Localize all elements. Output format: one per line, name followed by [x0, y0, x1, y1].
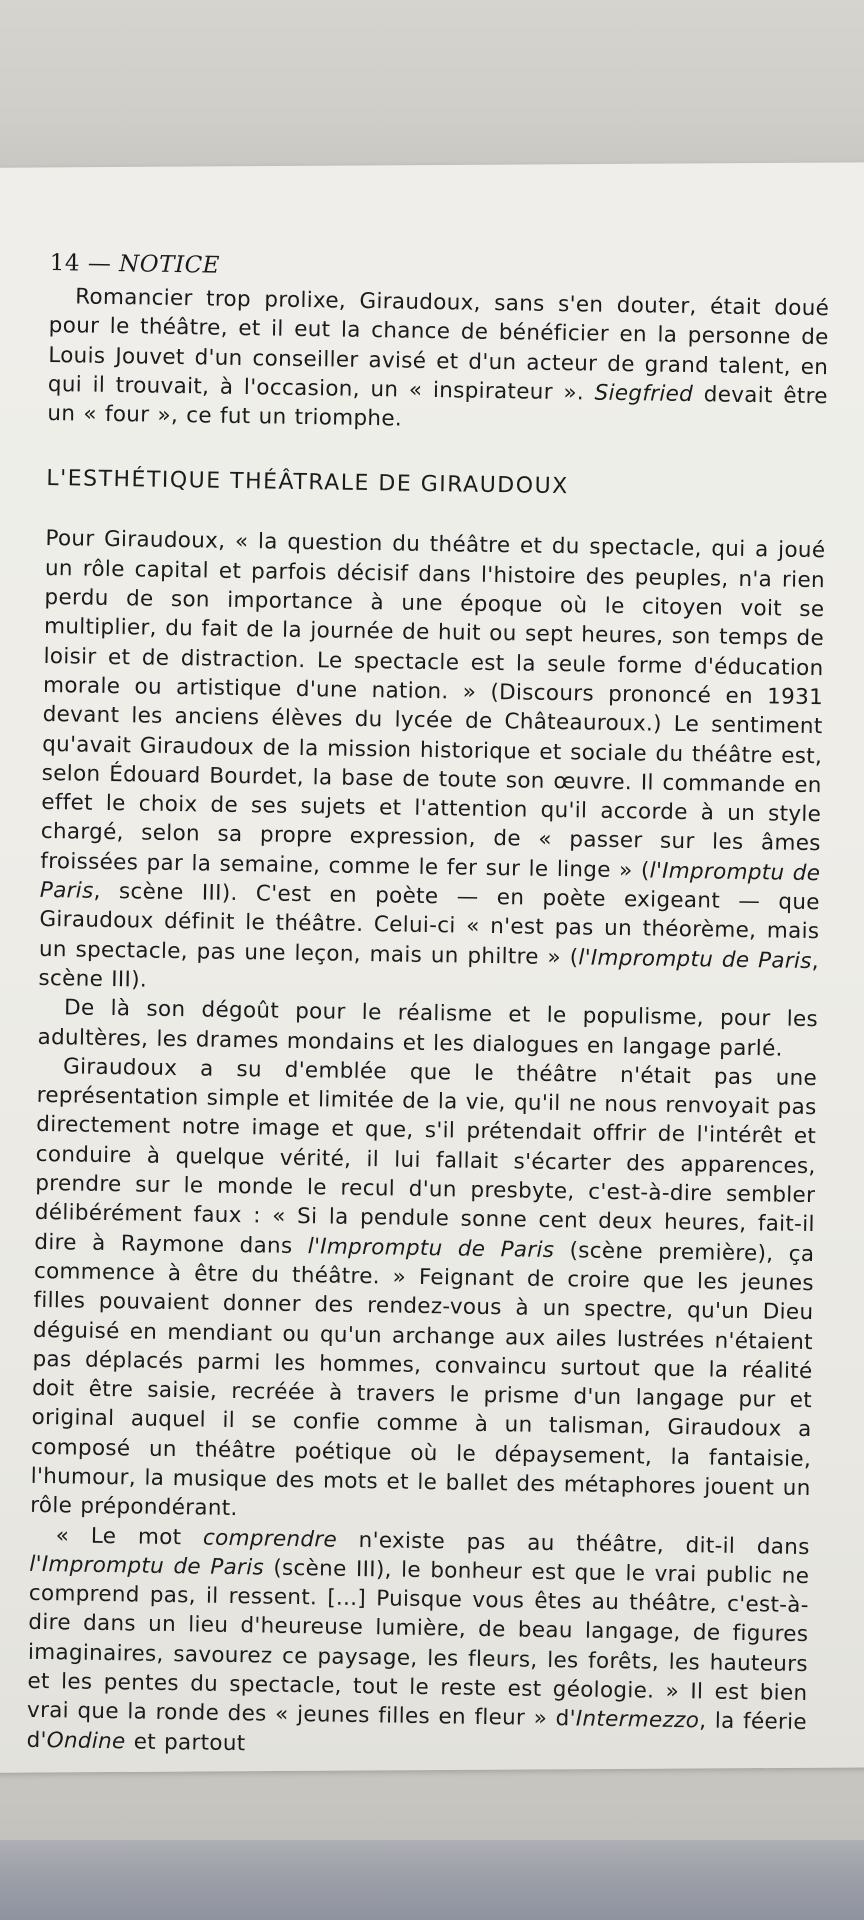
section-heading: L'ESTHÉTIQUE THÉÂTRALE DE GIRAUDOUX	[46, 466, 569, 500]
p1-text-1: Pour Giraudoux, « la question du théâtre et du spectacle, qui a joué un rôle capital et parfois décisif dans l'histoire des peuples, n'a rien perdu de son importance à une époque où le citoyen voit se multiplier, du fait de la journée de huit ou sept heures, son temps de loisir et de distraction. Le spectacle est la seule forme d'éducation morale ou artistique d'une nation. » (Discours prononcé en 1931 devant les anciens élèves du lycée de Châteauroux.) Le sentiment qu'avait Giraudoux de la mission historique et sociale du théâtre est, selon Édouard Bourdet, la base de toute son œuvre. Il commande en effet le choix de ses sujets et l'attention qu'il accorde à un style chargé, selon sa propre expression, de « passer sur les âmes froissées par la semaine, comme le fer sur le linge » (	[40, 526, 826, 884]
p4-text-5: et partout	[125, 1729, 246, 1756]
p4-title-ondine: Ondine	[46, 1727, 126, 1755]
p4-text-4: , la féerie d'	[26, 1708, 808, 1753]
p4-text-3: (scène III), le bonheur est que le vrai public ne comprend pas, il ressent. [...] Puisque vous êtes au théâtre, c'est-à-dire dans un lieu d'heureuse lumière, de beau langage, de figures imaginaires, savourez ce paysage, les fleurs, les forêts, les hauteurs et les pentes du spectacle, tout le reste est géologie. » Il est bien vrai que la ronde des « jeunes filles en fleur » d'	[26, 1555, 810, 1732]
paragraph-2: De là son dégoût pour le réalisme et le populisme, pour les adultères, les drames mondains et les dialogues en langage parlé.	[37, 995, 819, 1062]
paragraph-4	[26, 1520, 810, 1767]
running-head: 14 — NOTICE	[49, 249, 221, 279]
title-siegfried: Siegfried	[594, 380, 694, 408]
paragraph-1	[38, 524, 825, 1005]
p4-title-impromptu: l'Impromptu de Paris	[29, 1551, 265, 1581]
page-text	[26, 248, 830, 1767]
page-number: 14	[49, 249, 81, 277]
intro-paragraph	[47, 282, 829, 441]
p4-text-1: « Le mot	[55, 1522, 204, 1551]
p3-text-2: (scène première), ça commence à être du théâtre. » Feignant de croire que les jeunes filles pouvaient donner des rendez-vous à un spectre, qu'un Dieu déguisé en mendiant ou qu'un archange aux ailes lustrées n'étaient pas déplacés parmi les hommes, convaincu surtout que la réalité doit être saisie, recréée à travers le prisme d'un langage pur et original auquel il se confie comme à un talisman, Giraudoux a composé un théâtre poétique où le dépaysement, la fantaisie, l'humour, la musique des mots et le ballet des métaphores jouent un rôle prépondérant.	[30, 1237, 815, 1522]
p1-title-impromptu-2: l'Impromptu de Paris	[578, 945, 812, 974]
p4-title-intermezzo: Intermezzo	[575, 1706, 700, 1734]
running-head-label: NOTICE	[118, 251, 221, 279]
intro-text-1: Romancier trop prolixe, Giraudoux, sans s'en douter, était doué pour le théâtre, et il eut la chance de bénéficier en la personne de Louis Jouvet d'un conseiller avisé et d'un acteur de grand talent, en qui il trouvait, à l'occasion, un « inspirateur ».	[47, 284, 830, 406]
p1-title-impromptu-1: l'Impromptu de Paris	[39, 858, 821, 904]
table-surface	[0, 1840, 864, 1920]
intro-text-2: devait être un « four », ce fut un triomphe.	[47, 382, 828, 432]
p4-word-comprendre: comprendre	[202, 1525, 338, 1553]
p1-text-2: , scène III). C'est en poète — en poète exigeant — que Giraudoux définit le théâtre. Celui-ci « n'est pas un théorème, mais un spectacle, pas une leçon, mais un philtre » (	[38, 878, 821, 971]
p1-text-3: , scène III).	[38, 948, 820, 993]
p3-text-1: Giraudoux a su d'emblée que le théâtre n'était pas une représentation simple et limitée de la vie, qu'il ne nous renvoyait pas directement notre image et que, s'il prétendait offrir de l'intérêt et conduire à quelque vérité, il lui fallait s'écarter des apparences, prendre sur le monde le recul d'un presbyte, c'est-à-dire sembler délibérément faux : « Si la pendule sonne cent deux heures, fait-il dire à Raymone dans	[34, 1054, 818, 1259]
p4-text-2: n'existe pas au théâtre, dit-il dans	[336, 1527, 810, 1560]
paragraph-3	[30, 1052, 817, 1533]
p3-title-impromptu: l'Impromptu de Paris	[307, 1233, 555, 1263]
